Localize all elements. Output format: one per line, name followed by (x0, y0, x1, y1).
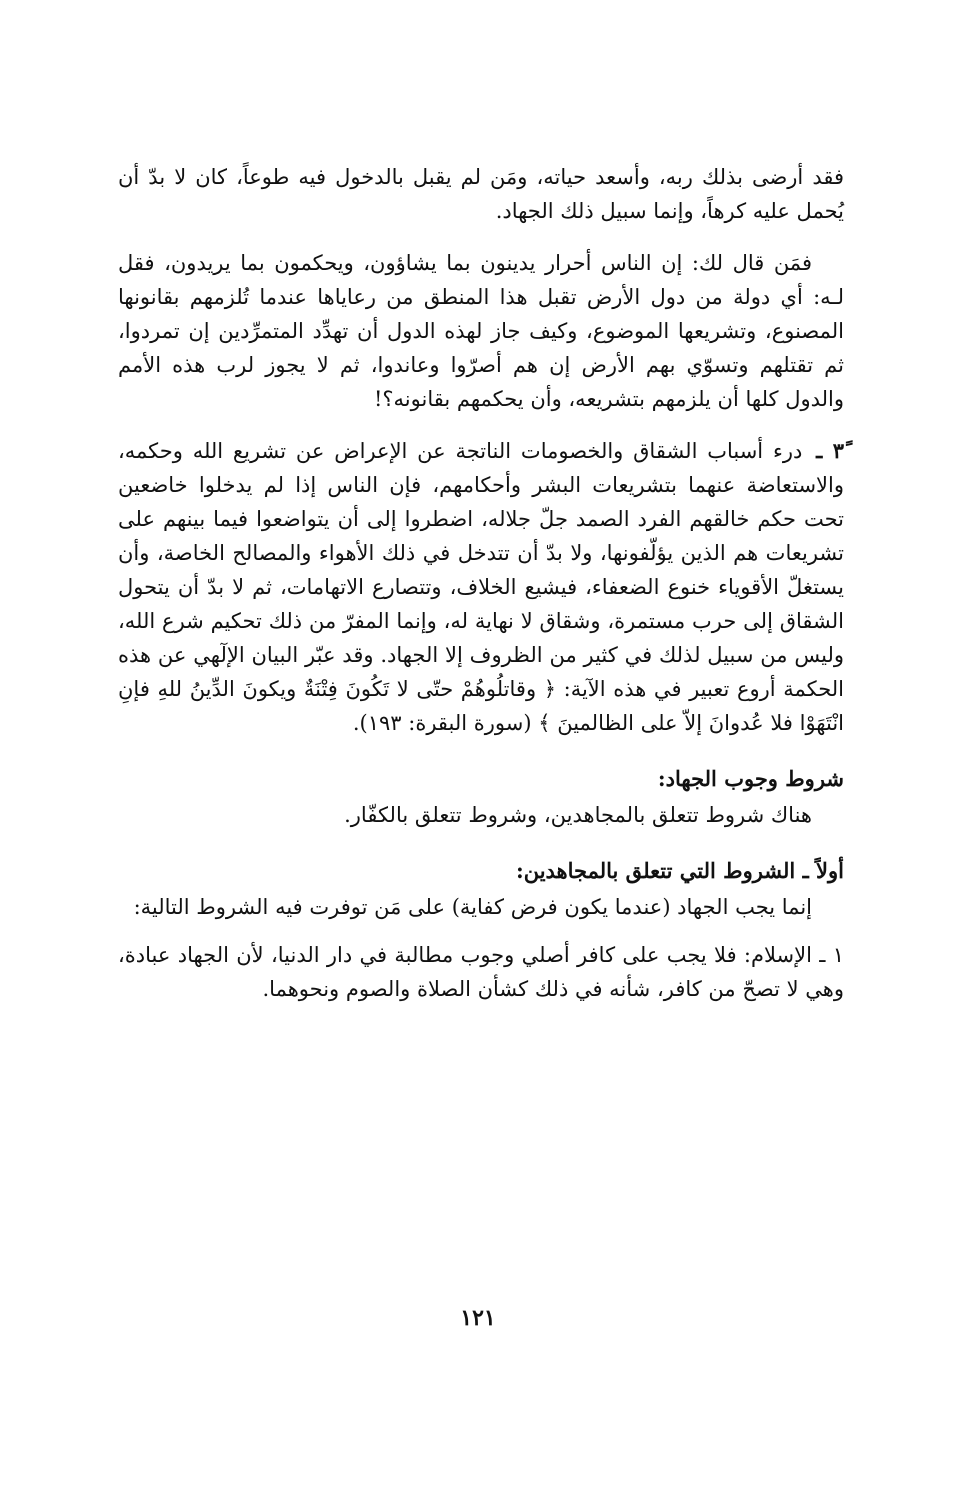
item-number-3: ٣ً ـ (816, 438, 844, 463)
section-heading-conditions: شروط وجوب الجهاد: (657, 766, 844, 791)
paragraph-3-text: درء أسباب الشقاق والخصومات الناتجة عن الإعراض عن تشريع الله وحكمه، والاستعاضة عنهما بتشريعات البشر وأحكامهم، فإن الناس إذا لم يدخلوا خاضعين تحت حكم خالقهم الفرد الصمد جلّ جلاله، اضطروا إلى أن يتواضعوا فيما بينهم على تشريعات هم الذين يؤلّفونها، ولا بدّ أن تتدخل في ذلك الأهواء والمصالح الخاصة، وأن يستغلّ الأقوياء خنوع الضعفاء، فيشيع الخلاف، وتتصارع الاتهامات، ثم لا بدّ أن يتحول الشقاق إلى حرب مستمرة، وشقاق لا نهاية له، وإنما المفرّ من ذلك تحكيم شرع الله، وليس من سبيل لذلك في كثير من الظروف إلا الجهاد. وقد عبّر البيان الإلٓهي عن هذه الحكمة أروع تعبير في هذه الآية: ﴿ وقاتلُوهُمْ حتّى لا تَكُونَ فِتْنَةٌ ويكونَ الدِّينُ للهِ فإنِ انْتَهَوْا فلا عُدوانَ إلاّ على الظالمينَ ﴾ (سورة البقرة: ١٩٣). (118, 439, 844, 735)
section-text-first: إنما يجب الجهاد (عندما يكون فرض كفاية) على مَن توفرت فيه الشروط التالية: (133, 895, 812, 919)
section-text-conditions: هناك شروط تتعلق بالمجاهدين، وشروط تتعلق بالكفّار. (344, 803, 812, 827)
section-heading-first: أولاً ـ الشروط التي تتعلق بالمجاهدين: (515, 858, 844, 883)
page-number: ١٢١ (460, 1305, 496, 1331)
paragraph-2: فمَن قال لك: إن الناس أحرار يدينون بما يشاؤون، ويحكمون بما يريدون، فقل لـه: أي دولة من دول الأرض تقبل هذا المنطق من رعاياها عندما تُلزمهم بقانونها المصنوع، وتشريعها الموضوع، وكيف جاز لهذه الدول أن تهدِّد المتمرِّدين إن تمردوا، ثم تقتلهم وتسوّي بهم الأرض إن هم أصرّوا وعاندوا، ثم لا يجوز لرب هذه الأمم والدول كلها أن يلزمهم بتشريعه، وأن يحكمهم بقانونه؟! (118, 251, 844, 411)
paragraph-1: فقد أرضى بذلك ربه، وأسعد حياته، ومَن لم يقبل بالدخول فيه طوعاً، كان لا بدّ أن يُحمل عليه كرهاً، وإنما سبيل ذلك الجهاد. (118, 165, 844, 223)
page-body (118, 160, 844, 1024)
list-item-1: ١ ـ الإسلام: فلا يجب على كافر أصلي وجوب مطالبة في دار الدنيا، لأن الجهاد عبادة، وهي لا تصحّ من كافر، شأنه في ذلك كشأن الصلاة والصوم ونحوهما. (118, 943, 844, 1001)
paragraph-3 (118, 434, 844, 740)
